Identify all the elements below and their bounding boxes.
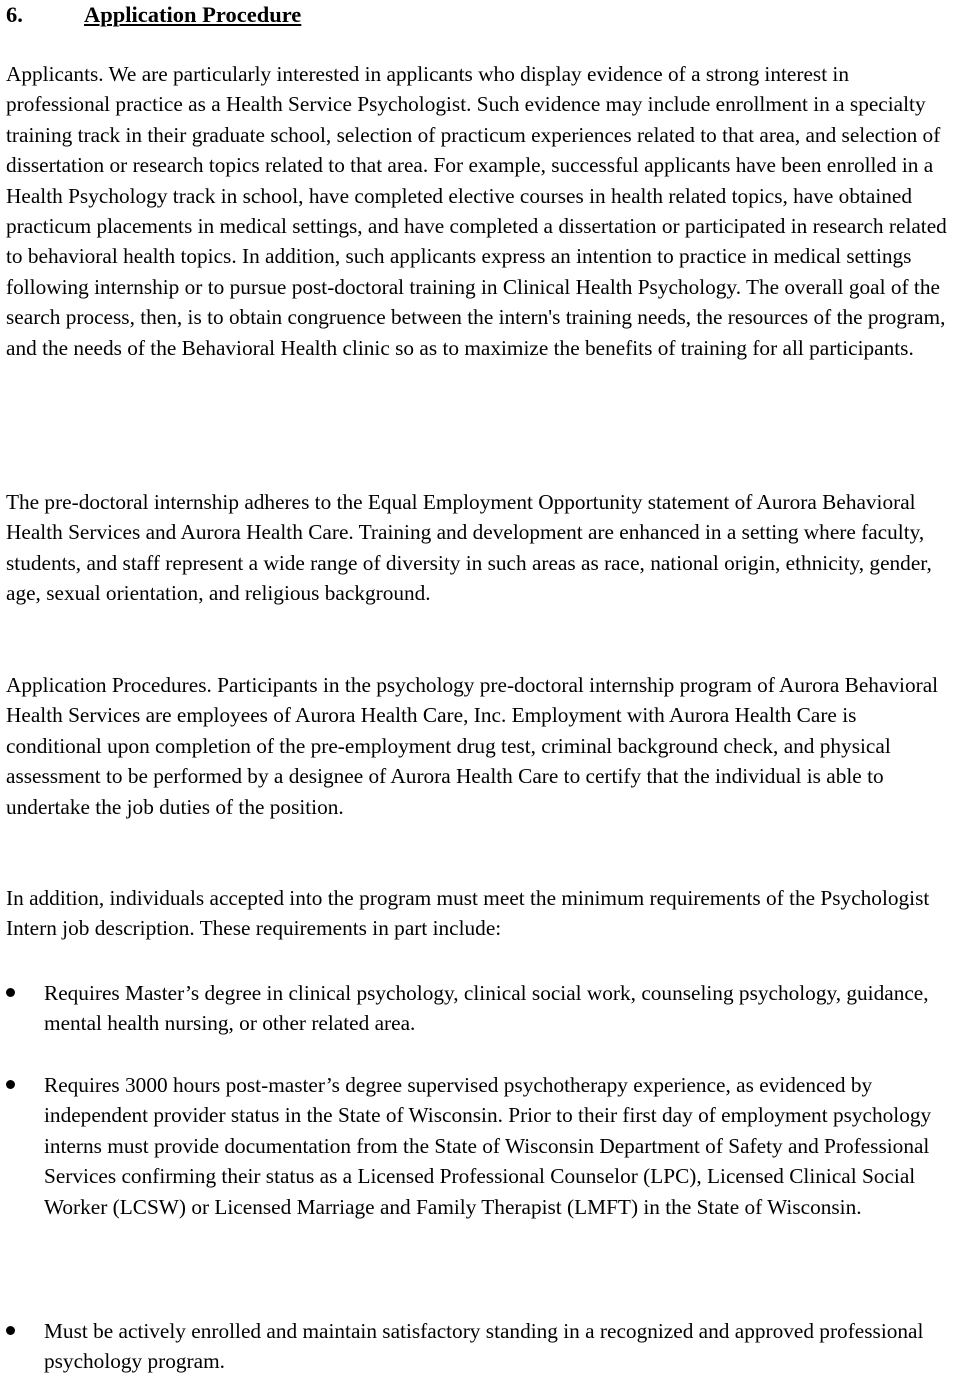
bullet-icon <box>6 1080 15 1089</box>
equal-employment-paragraph: The pre-doctoral internship adheres to the Equal Employment Opportunity statement of Aurora Behavioral Health Services and Aurora Health Care. Training and development are enhanced in a setting where faculty, students, and staff represent a wide range of diversity in such areas as race, national origin, ethnicity, gender, age, sexual orientation, and religious background. <box>6 490 932 606</box>
requirements-intro-paragraph: In addition, individuals accepted into the program must meet the minimum requirements of the Psychologist Intern job description. These requirements in part include: <box>6 886 930 941</box>
requirement-text: Requires Master’s degree in clinical psychology, clinical social work, counseling psychology, guidance, mental health nursing, or other related area. <box>44 981 929 1036</box>
bullet-icon <box>6 1326 15 1335</box>
bullet-icon <box>6 988 15 997</box>
requirement-text: Must be actively enrolled and maintain satisfactory standing in a recognized and approved professional psychology program. <box>44 1319 924 1374</box>
section-title: Application Procedure <box>84 2 302 27</box>
applicants-paragraph: Applicants. We are particularly interested in applicants who display evidence of a strong interest in professional practice as a Health Service Psychologist. Such evidence may include enrollment in a specialty training track in their graduate school, selection of practicum experiences related to that area, and selection of dissertation or research topics related to that area. For example, successful applicants have been enrolled in a Health Psychology track in school, have completed elective courses in health related topics, have obtained practicum placements in medical settings, and have completed a dissertation or participated in research related to behavioral health topics. In addition, such applicants express an intention to practice in medical settings following internship or to pursue post-doctoral training in Clinical Health Psychology. The overall goal of the search process, then, is to obtain congruence between the intern's training needs, the resources of the program, and the needs of the Behavioral Health clinic so as to maximize the benefits of training for all participants. <box>6 62 947 360</box>
list-item <box>6 978 956 1039</box>
requirement-text: Requires 3000 hours post-master’s degree supervised psychotherapy experience, as evidenced by independent provider status in the State of Wisconsin. Prior to their first day of employment psychology interns must provide documentation from the State of Wisconsin Department of Safety and Professional Services confirming their status as a Licensed Professional Counselor (LPC), Licensed Clinical Social Worker (LCSW) or Licensed Marriage and Family Therapist (LMFT) in the State of Wisconsin. <box>44 1073 932 1219</box>
list-item <box>6 1316 956 1377</box>
section-heading <box>6 0 301 30</box>
list-item <box>6 1070 956 1222</box>
section-number: 6. <box>6 2 23 27</box>
application-procedures-paragraph: Application Procedures. Participants in the psychology pre-doctoral internship program of Aurora Behavioral Health Services are employees of Aurora Health Care, Inc. Employment with Aurora Health Care is conditional upon completion of the pre-employment drug test, criminal background check, and physical assessment to be performed by a designee of Aurora Health Care to certify that the individual is able to undertake the job duties of the position. <box>6 673 939 819</box>
